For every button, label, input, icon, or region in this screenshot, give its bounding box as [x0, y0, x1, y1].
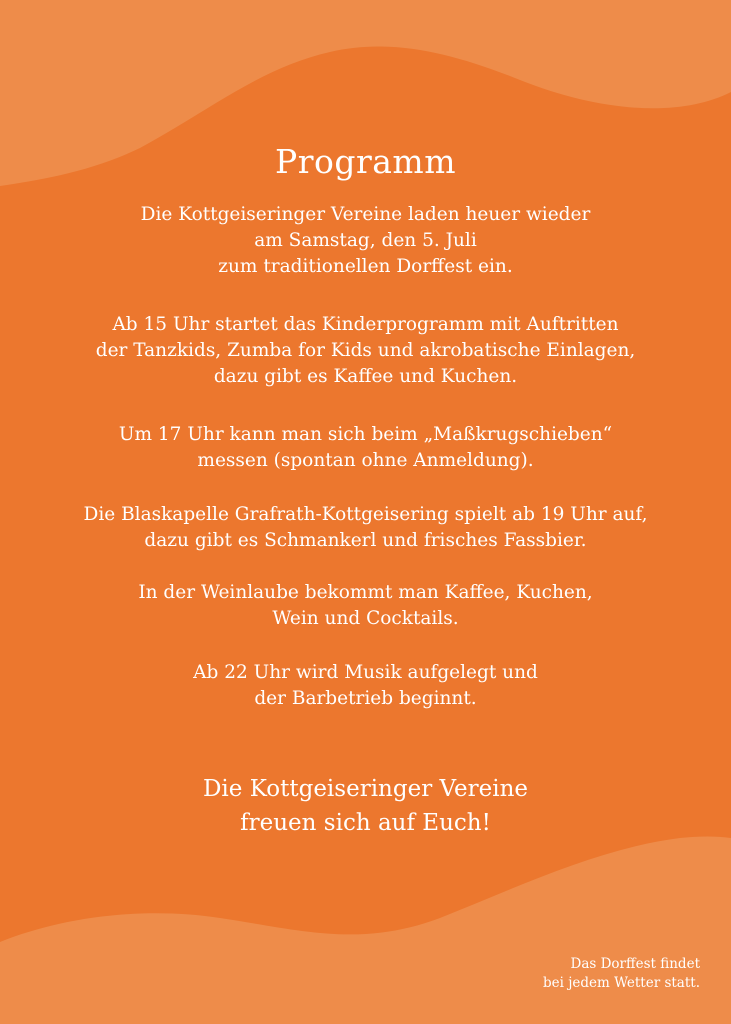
note-line: Das Dorffest findet: [570, 956, 700, 972]
text-line: Ab 22 Uhr wird Musik aufgelegt und: [193, 662, 538, 683]
text-line: In der Weinlaube bekommt man Kaffee, Kuchen,: [138, 582, 593, 603]
bar-paragraph: [0, 660, 731, 712]
intro-paragraph: [0, 202, 731, 280]
text-line: messen (spontan ohne Anmeldung).: [197, 450, 534, 471]
text-line: Ab 15 Uhr startet das Kinderprogramm mit Auftritten: [112, 314, 619, 335]
text-line: Um 17 Uhr kann man sich beim „Maßkrugschieben“: [118, 424, 613, 445]
text-line: zum traditionellen Dorffest ein.: [218, 256, 513, 277]
closing-line: freuen sich auf Euch!: [240, 810, 491, 836]
text-line: dazu gibt es Schmankerl und frisches Fassbier.: [144, 530, 587, 551]
text-line: der Tanzkids, Zumba for Kids und akrobatische Einlagen,: [95, 340, 636, 361]
text-line: Wein und Cocktails.: [272, 608, 459, 629]
note-line: bei jedem Wetter statt.: [542, 975, 700, 991]
weather-note: [543, 955, 700, 993]
text-line: dazu gibt es Kaffee und Kuchen.: [213, 366, 518, 387]
text-line: Die Kottgeiseringer Vereine laden heuer wieder: [140, 204, 591, 225]
closing-message: [0, 772, 731, 840]
blaskapelle-paragraph: [0, 502, 731, 554]
weinlaube-paragraph: [0, 580, 731, 632]
text-line: Die Blaskapelle Grafrath-Kottgeisering spielt ab 19 Uhr auf,: [83, 504, 648, 525]
text-line: der Barbetrieb beginnt.: [254, 688, 477, 709]
masskrug-paragraph: [0, 422, 731, 474]
closing-line: Die Kottgeiseringer Vereine: [202, 776, 529, 802]
text-line: am Samstag, den 5. Juli: [254, 230, 477, 251]
kids-program-paragraph: [0, 312, 731, 390]
page-title: Programm: [274, 142, 456, 181]
